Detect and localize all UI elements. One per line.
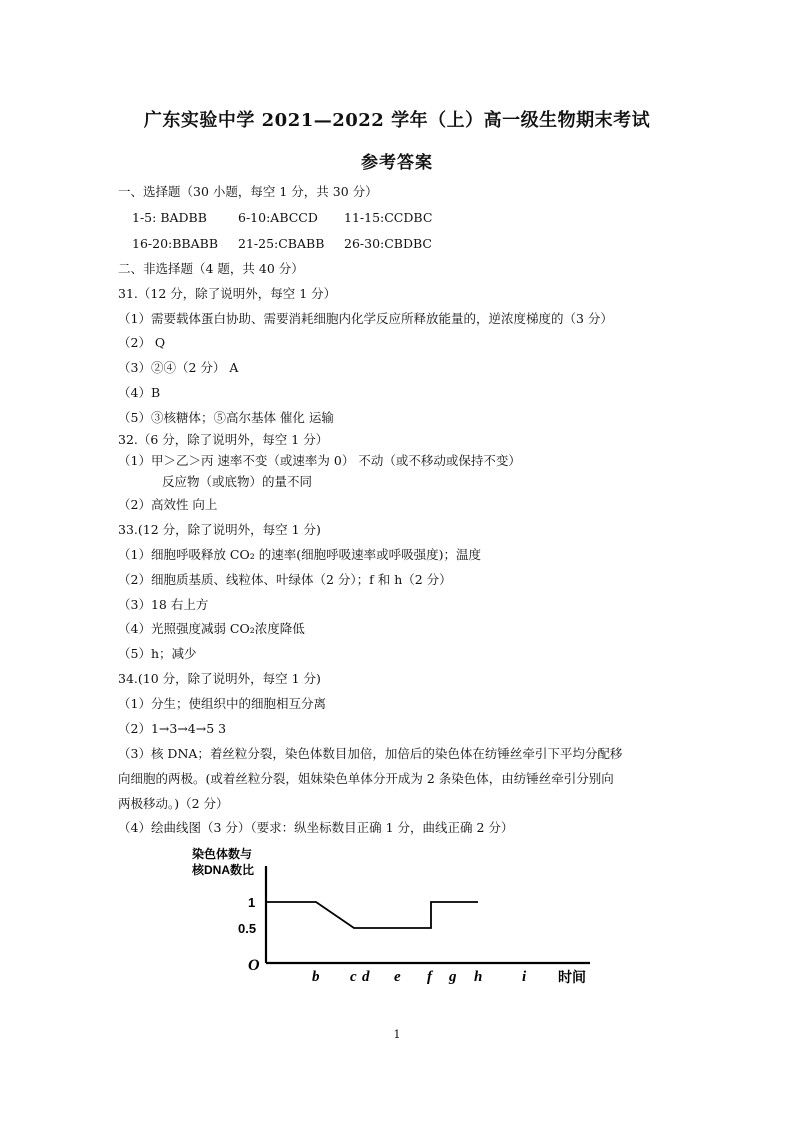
q34-answer-3a: （3）核 DNA；着丝粒分裂，染色体数目加倍，加倍后的染色体在纺锤丝牵引下平均分配移 [118, 746, 623, 761]
y-axis-label-line1: 染色体数与 [192, 847, 253, 861]
x-axis-label: 时间 [558, 969, 586, 985]
page-title: 广东实验中学 2021—2022 学年（上）高一级生物期末考试 [143, 110, 651, 131]
mc-answer: 1-5: BADBB [132, 210, 207, 225]
q31-heading: 31.（12 分，除了说明外，每空 1 分） [118, 286, 337, 301]
page-subtitle: 参考答案 [361, 153, 433, 173]
y-axis-label-line2: 核DNA数比 [192, 863, 254, 877]
q31-answer-3: （3）②④（2 分） A [118, 360, 239, 375]
mc-answer: 11-15:CCDBC [344, 210, 433, 225]
mc-answer: 16-20:BBABB [132, 236, 219, 251]
y-ticks [238, 895, 256, 936]
mc-row1 [132, 210, 432, 226]
x-tick-label: e [394, 969, 401, 985]
x-tick-label: d [362, 969, 370, 985]
mc-answer: 26-30:CBDBC [344, 236, 433, 251]
q31-answer-4: （4）B [118, 385, 161, 400]
q34-answer-3c: 两极移动。)（2 分） [118, 796, 229, 811]
q33-answer-2: （2）细胞质基质、线粒体、叶绿体（2 分）；f 和 h（2 分） [118, 572, 452, 587]
q32-answer-2: （2）高效性 向上 [118, 497, 218, 512]
q32-answer-1: （1）甲＞乙＞丙 速率不变（或速率为 0） 不动（或不移动或保持不变） [118, 453, 521, 468]
y-tick-label: 0.5 [238, 921, 257, 936]
q33-answer-5: （5）h；减少 [118, 646, 197, 661]
q33-heading: 33.(12 分，除了说明外，每空 1 分) [118, 522, 321, 537]
x-tick-label: g [449, 969, 457, 985]
q33-answer-1: （1）细胞呼吸释放 CO₂ 的速率(细胞呼吸速率或呼吸强度)；温度 [118, 547, 481, 562]
mc-answer: 21-25:CBABB [238, 236, 325, 251]
y-tick-label: 1 [248, 895, 256, 910]
mc-answer: 6-10:ABCCD [238, 210, 318, 225]
q31-answer-5: （5）③核糖体；⑤高尔基体 催化 运输 [118, 410, 334, 425]
q32-heading: 32.（6 分，除了说明外，每空 1 分） [118, 432, 329, 447]
section2-heading: 二、非选择题（4 题，共 40 分） [118, 261, 304, 276]
q31-answer-1: （1）需要载体蛋白协助、需要消耗细胞内化学反应所释放能量的，逆浓度梯度的（3 分） [118, 311, 613, 326]
origin-label: O [248, 957, 260, 974]
page-number: 1 [393, 1028, 401, 1041]
q33-answer-4: （4）光照强度减弱 CO₂浓度降低 [118, 621, 305, 636]
x-tick-label: h [474, 969, 483, 985]
section1-heading: 一、选择题（30 小题，每空 1 分，共 30 分） [118, 184, 378, 199]
q34-answer-4: （4）绘曲线图（3 分）（要求：纵坐标数目正确 1 分，曲线正确 2 分） [118, 820, 514, 835]
q34-answer-3b: 向细胞的两极。(或着丝粒分裂，姐妹染色单体分开成为 2 条染色体，由纺锤丝牵引分别向 [118, 771, 614, 786]
q33-answer-3: （3）18 右上方 [118, 597, 209, 612]
q32-answer-1b: 反应物（或底物）的量不同 [162, 474, 313, 489]
series-line [266, 902, 478, 928]
q34-answer-2: （2）1→3→4→5 3 [118, 721, 227, 736]
q34-heading: 34.(10 分，除了说明外，每空 1 分) [118, 671, 321, 686]
x-tick-label: c [350, 969, 357, 985]
x-tick-label: b [312, 969, 320, 985]
mc-row2 [132, 236, 432, 252]
q34-answer-1: （1）分生；使组织中的细胞相互分离 [118, 696, 326, 711]
x-tick-label: i [522, 969, 527, 985]
x-tick-label: f [427, 969, 432, 985]
q31-answer-2: （2） Q [118, 335, 166, 350]
chromosome-ratio-chart [190, 842, 610, 992]
x-ticks [312, 969, 527, 985]
